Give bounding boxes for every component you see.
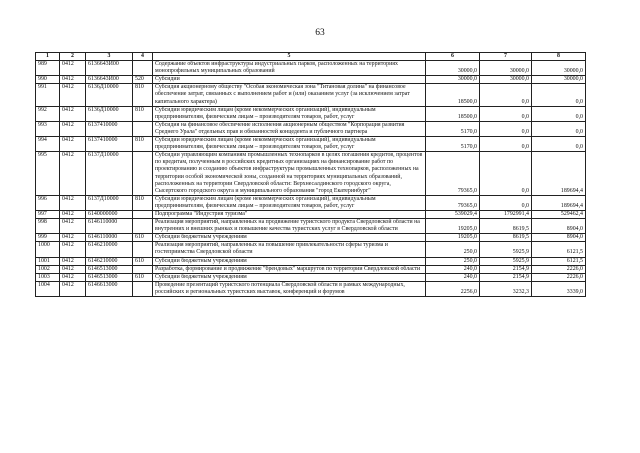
amount-year2-cell: 5925,9 <box>480 242 532 257</box>
expense-type-cell <box>133 265 153 273</box>
target-article-cell: 6137Д10000 <box>86 195 133 210</box>
amount-year1-cell: 539029,4 <box>426 210 480 218</box>
target-article-cell: 6146110000 <box>86 234 133 242</box>
target-article-cell: 6146513000 <box>86 273 133 281</box>
table-row <box>36 242 586 257</box>
amount-year3-cell: 189694,4 <box>532 152 586 196</box>
section-code-cell: 0412 <box>60 84 86 106</box>
expense-type-cell <box>133 210 153 218</box>
row-number-cell: 998 <box>36 219 60 234</box>
row-number-cell: 999 <box>36 234 60 242</box>
description-cell: Субсидии юридическим лицам (кроме некоммерческих организаций), индивидуальным предпринимателям, физическим лицам – производителям товаров, работ, услуг <box>153 195 426 210</box>
row-number-cell: 996 <box>36 195 60 210</box>
amount-year2-cell: 30000,0 <box>480 76 532 84</box>
table-row <box>36 210 586 218</box>
target-article-cell: 6137410000 <box>86 121 133 136</box>
amount-year2-cell: 30000,0 <box>480 61 532 76</box>
expense-type-cell: 810 <box>133 137 153 152</box>
amount-year1-cell: 19205,0 <box>426 219 480 234</box>
row-number-cell: 1002 <box>36 265 60 273</box>
table-row <box>36 273 586 281</box>
expense-type-cell <box>133 121 153 136</box>
amount-year3-cell: 529462,4 <box>532 210 586 218</box>
expense-type-cell: 610 <box>133 257 153 265</box>
amount-year1-cell: 250,0 <box>426 242 480 257</box>
amount-year3-cell: 6121,5 <box>532 242 586 257</box>
target-article-cell: 6146210000 <box>86 257 133 265</box>
table-row <box>36 195 586 210</box>
section-code-cell: 0412 <box>60 106 86 121</box>
target-article-cell: 6146613000 <box>86 281 133 296</box>
amount-year3-cell: 189694,4 <box>532 195 586 210</box>
target-article-cell: 6136Д10000 <box>86 84 133 106</box>
section-code-cell: 0412 <box>60 242 86 257</box>
description-cell: Реализация мероприятий, направленных на продвижение туристского продукта Свердловской области на внутренних и внешних рынках и повышение качества туристских услуг в Свердловской области <box>153 219 426 234</box>
page-number: 63 <box>315 28 325 38</box>
section-code-cell: 0412 <box>60 121 86 136</box>
amount-year2-cell: 0,0 <box>480 121 532 136</box>
row-number-cell: 993 <box>36 121 60 136</box>
description-cell: Проведение презентаций туристского потенциала Свердловской области в рамках международных, российских и региональных туристских выставок, конференций и форумов <box>153 281 426 296</box>
expense-type-cell: 810 <box>133 84 153 106</box>
budget-table <box>35 52 586 297</box>
header-cell: 2 <box>60 53 86 61</box>
target-article-cell: 6137Д10000 <box>86 152 133 196</box>
description-cell: Содержание объектов инфраструктуры индустриальных парков, расположенных на территориях монопрофильных муниципальных образований <box>153 61 426 76</box>
amount-year1-cell: 79365,0 <box>426 152 480 196</box>
table-row <box>36 219 586 234</box>
description-cell: Субсидии <box>153 76 426 84</box>
section-code-cell: 0412 <box>60 257 86 265</box>
amount-year1-cell: 2256,0 <box>426 281 480 296</box>
row-number-cell: 990 <box>36 76 60 84</box>
expense-type-cell <box>133 219 153 234</box>
amount-year1-cell: 18500,0 <box>426 84 480 106</box>
amount-year2-cell: 0,0 <box>480 152 532 196</box>
section-code-cell: 0412 <box>60 152 86 196</box>
row-number-cell: 989 <box>36 61 60 76</box>
expense-type-cell <box>133 152 153 196</box>
amount-year3-cell: 3339,0 <box>532 281 586 296</box>
amount-year2-cell: 8619,5 <box>480 219 532 234</box>
target-article-cell: 6136643И00 <box>86 61 133 76</box>
amount-year3-cell: 8904,0 <box>532 219 586 234</box>
amount-year2-cell: 2154,9 <box>480 273 532 281</box>
table-row <box>36 84 586 106</box>
amount-year3-cell: 2226,0 <box>532 265 586 273</box>
row-number-cell: 1003 <box>36 273 60 281</box>
header-row <box>36 53 586 61</box>
expense-type-cell <box>133 281 153 296</box>
table-body <box>36 61 586 297</box>
amount-year3-cell: 2226,0 <box>532 273 586 281</box>
amount-year2-cell: 3232,3 <box>480 281 532 296</box>
amount-year2-cell: 1792991,4 <box>480 210 532 218</box>
target-article-cell: 6146110000 <box>86 219 133 234</box>
table-row <box>36 137 586 152</box>
section-code-cell: 0412 <box>60 61 86 76</box>
target-article-cell: 6136643И00 <box>86 76 133 84</box>
row-number-cell: 995 <box>36 152 60 196</box>
row-number-cell: 991 <box>36 84 60 106</box>
description-cell: Подпрограмма "Индустрия туризма" <box>153 210 426 218</box>
amount-year1-cell: 19205,0 <box>426 234 480 242</box>
table-row <box>36 106 586 121</box>
description-cell: Субсидии юридическим лицам (кроме некоммерческих организаций), индивидуальным предпринимателям, физическим лицам – производителям товаров, работ, услуг <box>153 106 426 121</box>
section-code-cell: 0412 <box>60 76 86 84</box>
target-article-cell: 6136Д10000 <box>86 106 133 121</box>
description-cell: Реализация мероприятий, направленных на повышение привлекательности сферы туризма и гостеприимства Свердловской области <box>153 242 426 257</box>
header-cell: 7 <box>480 53 532 61</box>
amount-year1-cell: 30000,0 <box>426 61 480 76</box>
amount-year2-cell: 0,0 <box>480 84 532 106</box>
amount-year3-cell: 30000,0 <box>532 76 586 84</box>
table-row <box>36 121 586 136</box>
expense-type-cell: 810 <box>133 195 153 210</box>
table-row <box>36 265 586 273</box>
target-article-cell: 6140000000 <box>86 210 133 218</box>
amount-year2-cell: 2154,9 <box>480 265 532 273</box>
amount-year3-cell: 8904,0 <box>532 234 586 242</box>
section-code-cell: 0412 <box>60 234 86 242</box>
amount-year1-cell: 240,0 <box>426 273 480 281</box>
row-number-cell: 992 <box>36 106 60 121</box>
header-cell: 5 <box>153 53 426 61</box>
expense-type-cell: 810 <box>133 106 153 121</box>
amount-year2-cell: 8619,5 <box>480 234 532 242</box>
amount-year3-cell: 0,0 <box>532 106 586 121</box>
amount-year3-cell: 0,0 <box>532 137 586 152</box>
amount-year3-cell: 0,0 <box>532 121 586 136</box>
amount-year1-cell: 250,0 <box>426 257 480 265</box>
amount-year1-cell: 30000,0 <box>426 76 480 84</box>
header-cell: 3 <box>86 53 133 61</box>
header-cell: 4 <box>133 53 153 61</box>
amount-year1-cell: 240,0 <box>426 265 480 273</box>
amount-year2-cell: 0,0 <box>480 106 532 121</box>
header-cell: 8 <box>532 53 586 61</box>
expense-type-cell: 610 <box>133 273 153 281</box>
amount-year1-cell: 5170,0 <box>426 121 480 136</box>
amount-year3-cell: 30000,0 <box>532 61 586 76</box>
amount-year1-cell: 79365,0 <box>426 195 480 210</box>
section-code-cell: 0412 <box>60 195 86 210</box>
description-cell: Субсидии бюджетным учреждениям <box>153 257 426 265</box>
section-code-cell: 0412 <box>60 281 86 296</box>
table-row <box>36 76 586 84</box>
row-number-cell: 994 <box>36 137 60 152</box>
amount-year2-cell: 0,0 <box>480 195 532 210</box>
description-cell: Субсидия на финансовое обеспечение исполнения акционерным обществом "Корпорация развития Среднего Урала" отдельных прав и обязанностей концедента и публичного партнера <box>153 121 426 136</box>
section-code-cell: 0412 <box>60 219 86 234</box>
description-cell: Разработка, формирование и продвижение "брендовых" маршрутов по территории Свердловской области <box>153 265 426 273</box>
description-cell: Субсидии бюджетным учреждениям <box>153 273 426 281</box>
description-cell: Субсидии юридическим лицам (кроме некоммерческих организаций), индивидуальным предпринимателям, физическим лицам – производителям товаров, работ, услуг <box>153 137 426 152</box>
description-cell: Субсидия акционерному обществу "Особая экономическая зона "Титановая долина" на финансовое обеспечение затрат, связанных с выполнением работ и (или) оказанием услуг (за исключением затрат капитального характера) <box>153 84 426 106</box>
table-row <box>36 281 586 296</box>
target-article-cell: 6146513000 <box>86 265 133 273</box>
section-code-cell: 0412 <box>60 137 86 152</box>
table-row <box>36 61 586 76</box>
description-cell: Субсидии бюджетным учреждениям <box>153 234 426 242</box>
target-article-cell: 6137410000 <box>86 137 133 152</box>
header-cell: 6 <box>426 53 480 61</box>
row-number-cell: 1001 <box>36 257 60 265</box>
section-code-cell: 0412 <box>60 273 86 281</box>
expense-type-cell: 610 <box>133 234 153 242</box>
section-code-cell: 0412 <box>60 265 86 273</box>
amount-year1-cell: 18500,0 <box>426 106 480 121</box>
description-cell: Субсидии управляющим компаниям промышленных технопарков в целях погашения кредитов, процентов по кредитам, полученным в российских кредитных организациях на финансирование работ по проектированию и созданию объектов инфраструктуры промышленных технопарков, расположенных на территории особой экономической зоны, созданной на территориях муниципальных образований, расположенных на территории Свердловской области: Верхнесалдинского городского округа, Сысертского городского округа и муниципального образования "город Екатеринбург" <box>153 152 426 196</box>
expense-type-cell <box>133 61 153 76</box>
amount-year2-cell: 5925,9 <box>480 257 532 265</box>
amount-year3-cell: 6121,5 <box>532 257 586 265</box>
expense-type-cell: 520 <box>133 76 153 84</box>
row-number-cell: 1000 <box>36 242 60 257</box>
row-number-cell: 1004 <box>36 281 60 296</box>
table-row <box>36 257 586 265</box>
expense-type-cell <box>133 242 153 257</box>
amount-year1-cell: 5170,0 <box>426 137 480 152</box>
table-row <box>36 234 586 242</box>
target-article-cell: 6146210000 <box>86 242 133 257</box>
amount-year2-cell: 0,0 <box>480 137 532 152</box>
header-cell: 1 <box>36 53 60 61</box>
section-code-cell: 0412 <box>60 210 86 218</box>
table-row <box>36 152 586 196</box>
row-number-cell: 997 <box>36 210 60 218</box>
amount-year3-cell: 0,0 <box>532 84 586 106</box>
